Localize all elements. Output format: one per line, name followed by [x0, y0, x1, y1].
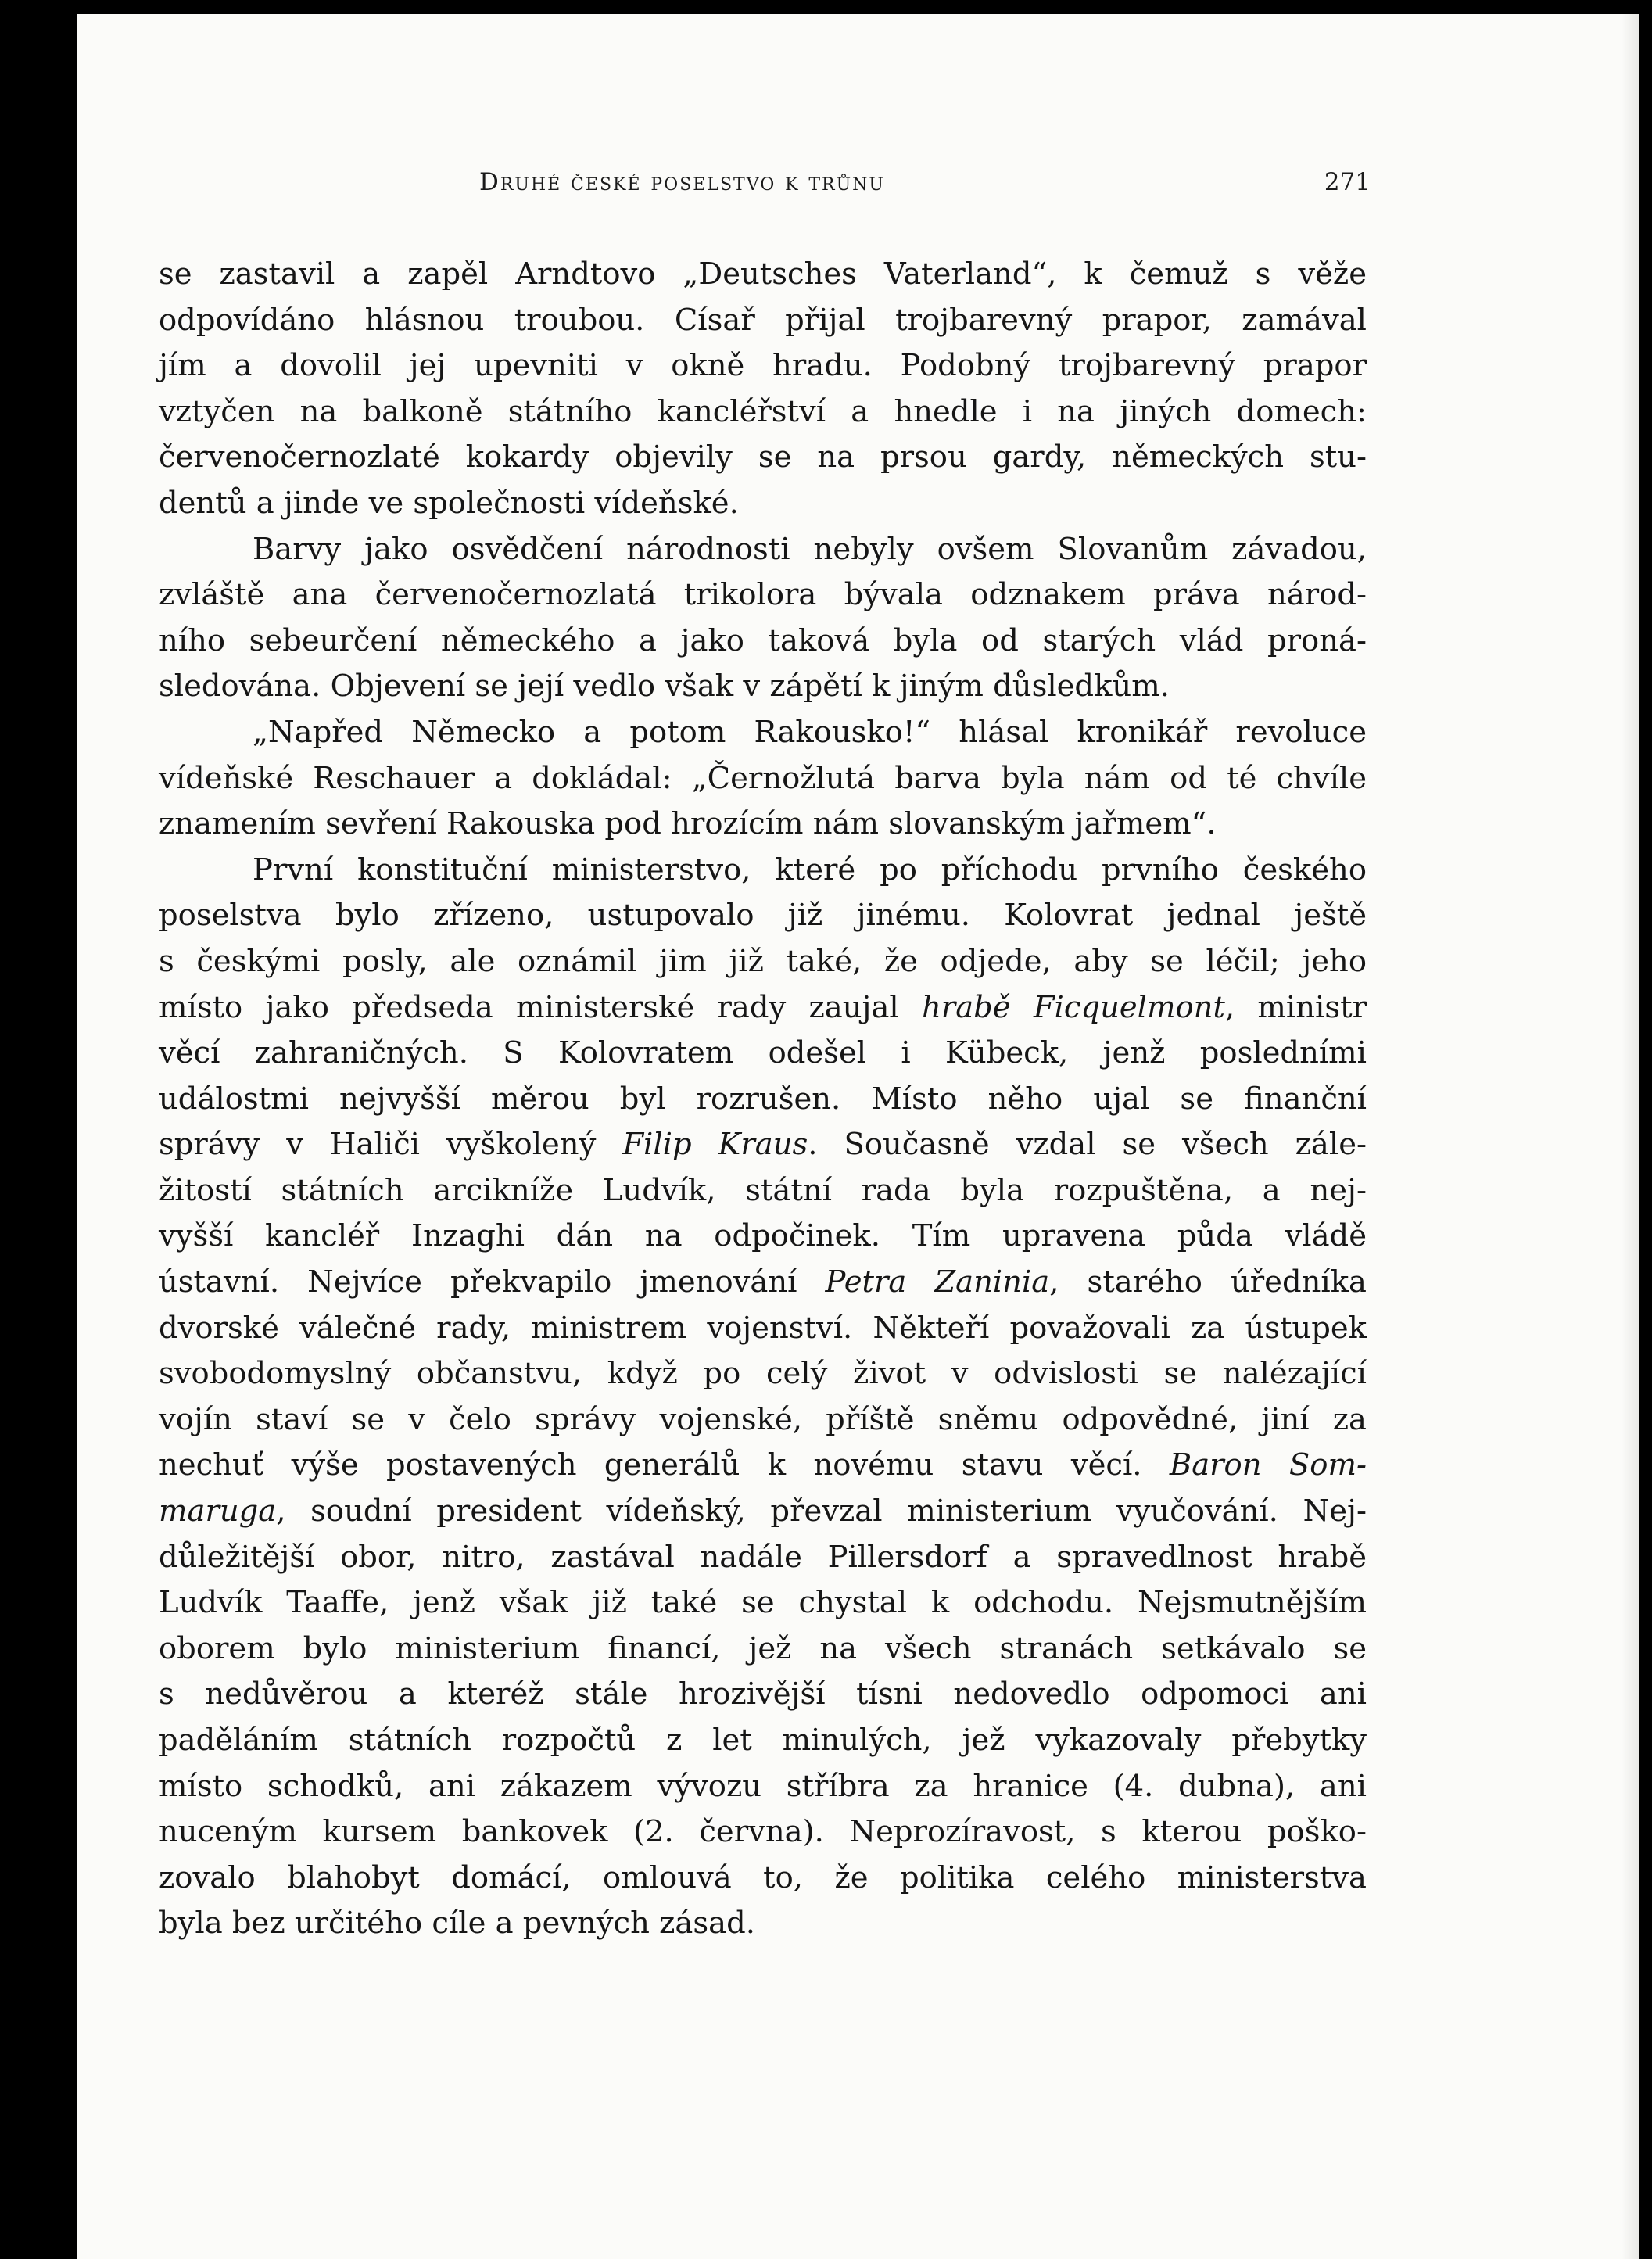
running-title: Druhé české poselstvo k trůnu — [479, 168, 885, 196]
text-line — [159, 1809, 1367, 1856]
text-line — [159, 985, 1367, 1031]
text-segment: odpovídáno hlásnou troubou. Císař přijal trojbarevný prapor, zamával — [159, 302, 1367, 338]
text-line — [159, 710, 1367, 756]
text-segment: nechuť výše postavených generálů k novému stavu věcí. — [159, 1447, 1170, 1483]
text-line — [159, 1351, 1367, 1397]
text-segment: s nedůvěrou a kteréž stále hrozivější tísni nedovedlo odpomoci ani — [159, 1676, 1367, 1712]
text-line — [159, 1764, 1367, 1810]
text-line — [159, 481, 1367, 527]
text-segment: vyšší kancléř Inzaghi dán na odpočinek. Tím upravena půda vládě — [159, 1218, 1367, 1254]
text-line — [159, 1168, 1367, 1214]
text-line — [159, 1443, 1367, 1489]
text-line — [159, 893, 1367, 939]
text-segment: jím a dovolil jej upevniti v okně hradu. Podobný trojbarevný prapor — [159, 348, 1367, 384]
text-segment: svobodomyslný občanstvu, když po celý život v odvislosti se nalézající — [159, 1356, 1367, 1392]
text-segment: Ludvík Taaffe, jenž však již také se chystal k odchodu. Nejsmutnějším — [159, 1585, 1367, 1621]
text-line — [159, 1489, 1367, 1535]
italic-name: Petra Zaninia — [825, 1264, 1050, 1300]
text-segment: se zastavil a zapěl Arndtovo „Deutsches Vaterland“, k čemuž s věže — [159, 256, 1367, 292]
italic-name: Baron Som- — [1169, 1447, 1367, 1483]
text-segment: nuceným kursem bankovek (2. června). Neprozíravost, s kterou poško- — [159, 1814, 1367, 1850]
text-segment: oborem bylo ministerium financí, jež na všech stranách setkávalo se — [159, 1630, 1367, 1666]
text-segment: ústavní. Nejvíce překvapilo jmenování — [159, 1264, 826, 1300]
text-line — [159, 1214, 1367, 1260]
text-line — [159, 1122, 1367, 1168]
text-segment: , ministr — [1224, 989, 1367, 1025]
italic-name: maruga — [159, 1493, 277, 1529]
text-line — [159, 939, 1367, 985]
text-line — [159, 801, 1367, 848]
text-segment: vídeňské Reschauer a dokládal: „Černožlutá barva byla nám od té chvíle — [159, 760, 1367, 796]
text-segment: důležitější obor, nitro, zastával nadále Pillersdorf a spravedlnost hrabě — [159, 1539, 1367, 1575]
text-segment: znamením sevření Rakouska pod hrozícím nám slovanským jařmem“. — [159, 806, 1217, 842]
text-segment: zvláště ana červenočernozlatá trikolora bývala odznakem práva národ- — [159, 577, 1367, 613]
text-segment: , soudní president vídeňský, převzal ministerium vyučování. Nej- — [276, 1493, 1367, 1529]
text-segment: zovalo blahobyt domácí, omlouvá to, že politika celého ministerstva — [159, 1859, 1367, 1895]
text-line — [159, 1306, 1367, 1352]
text-segment: byla bez určitého cíle a pevných zásad. — [159, 1906, 755, 1942]
text-line — [159, 572, 1367, 619]
text-line — [159, 1626, 1367, 1673]
text-line — [159, 1672, 1367, 1718]
text-line — [159, 756, 1367, 802]
text-segment: událostmi nejvyšší měrou byl rozrušen. Místo něho ujal se finanční — [159, 1081, 1367, 1117]
text-segment: „Napřed Německo a potom Rakousko!“ hlásal kronikář revoluce — [253, 714, 1367, 750]
text-segment: . Současně vzdal se všech zále- — [808, 1127, 1367, 1163]
page-number: 271 — [1324, 168, 1371, 196]
text-segment: paděláním státních rozpočtů z let minulých, jež vykazovaly přebytky — [159, 1723, 1367, 1758]
text-segment: sledována. Objevení se její vedlo však v zápětí k jiným důsledkům. — [159, 669, 1170, 705]
text-segment: Barvy jako osvědčení národnosti nebyly ovšem Slovanům závadou, — [253, 531, 1367, 567]
text-segment: První konstituční ministerstvo, které po příchodu prvního českého — [253, 852, 1367, 887]
text-line — [159, 848, 1367, 894]
text-line — [159, 1260, 1367, 1306]
body-text — [159, 252, 1367, 1947]
text-segment: poselstva bylo zřízeno, ustupovalo již jinému. Kolovrat jednal ještě — [159, 898, 1367, 934]
text-line — [159, 1031, 1367, 1077]
text-line — [159, 1718, 1367, 1764]
text-segment: dvorské válečné rady, ministrem vojenství. Někteří považovali za ústupek — [159, 1310, 1367, 1346]
text-line — [159, 1077, 1367, 1123]
text-segment: ního sebeurčení německého a jako taková byla od starých vlád proná- — [159, 622, 1367, 658]
text-line — [159, 1580, 1367, 1626]
text-line — [159, 527, 1367, 573]
text-line — [159, 1397, 1367, 1443]
text-line — [159, 1535, 1367, 1581]
text-line — [159, 1856, 1367, 1902]
running-head — [479, 168, 1371, 223]
text-line — [159, 1901, 1367, 1947]
italic-name: hrabě Ficquelmont — [922, 989, 1225, 1025]
text-segment: , starého úředníka — [1049, 1264, 1367, 1300]
text-segment: dentů a jinde ve společnosti vídeňské. — [159, 485, 739, 521]
text-segment: žitostí státních arcikníže Ludvík, státní rada byla rozpuštěna, a nej- — [159, 1172, 1367, 1208]
italic-name: Filip Kraus — [622, 1127, 808, 1163]
text-segment: správy v Haliči vyškolený — [159, 1127, 623, 1163]
text-line — [159, 435, 1367, 481]
text-line — [159, 664, 1367, 710]
text-segment: vztyčen na balkoně státního kancléřství a hnedle i na jiných domech: — [159, 393, 1367, 429]
text-segment: místo jako předseda ministerské rady zaujal — [159, 989, 922, 1025]
text-segment: s českými posly, ale oznámil jim již také, že odjede, aby se léčil; jeho — [159, 943, 1367, 979]
text-segment: místo schodků, ani zákazem vývozu stříbra za hranice (4. dubna), ani — [159, 1768, 1367, 1804]
text-line — [159, 252, 1367, 298]
text-segment: červenočernozlaté kokardy objevily se na prsou gardy, německých stu- — [159, 439, 1367, 475]
text-line — [159, 343, 1367, 389]
text-line — [159, 298, 1367, 344]
text-line — [159, 619, 1367, 665]
text-line — [159, 389, 1367, 436]
text-segment: věcí zahraničných. S Kolovratem odešel i Kübeck, jenž posledními — [159, 1035, 1367, 1071]
page-edge-shadow — [1622, 14, 1639, 2259]
text-segment: vojín staví se v čelo správy vojenské, příště sněmu odpovědné, jiní za — [159, 1401, 1367, 1437]
